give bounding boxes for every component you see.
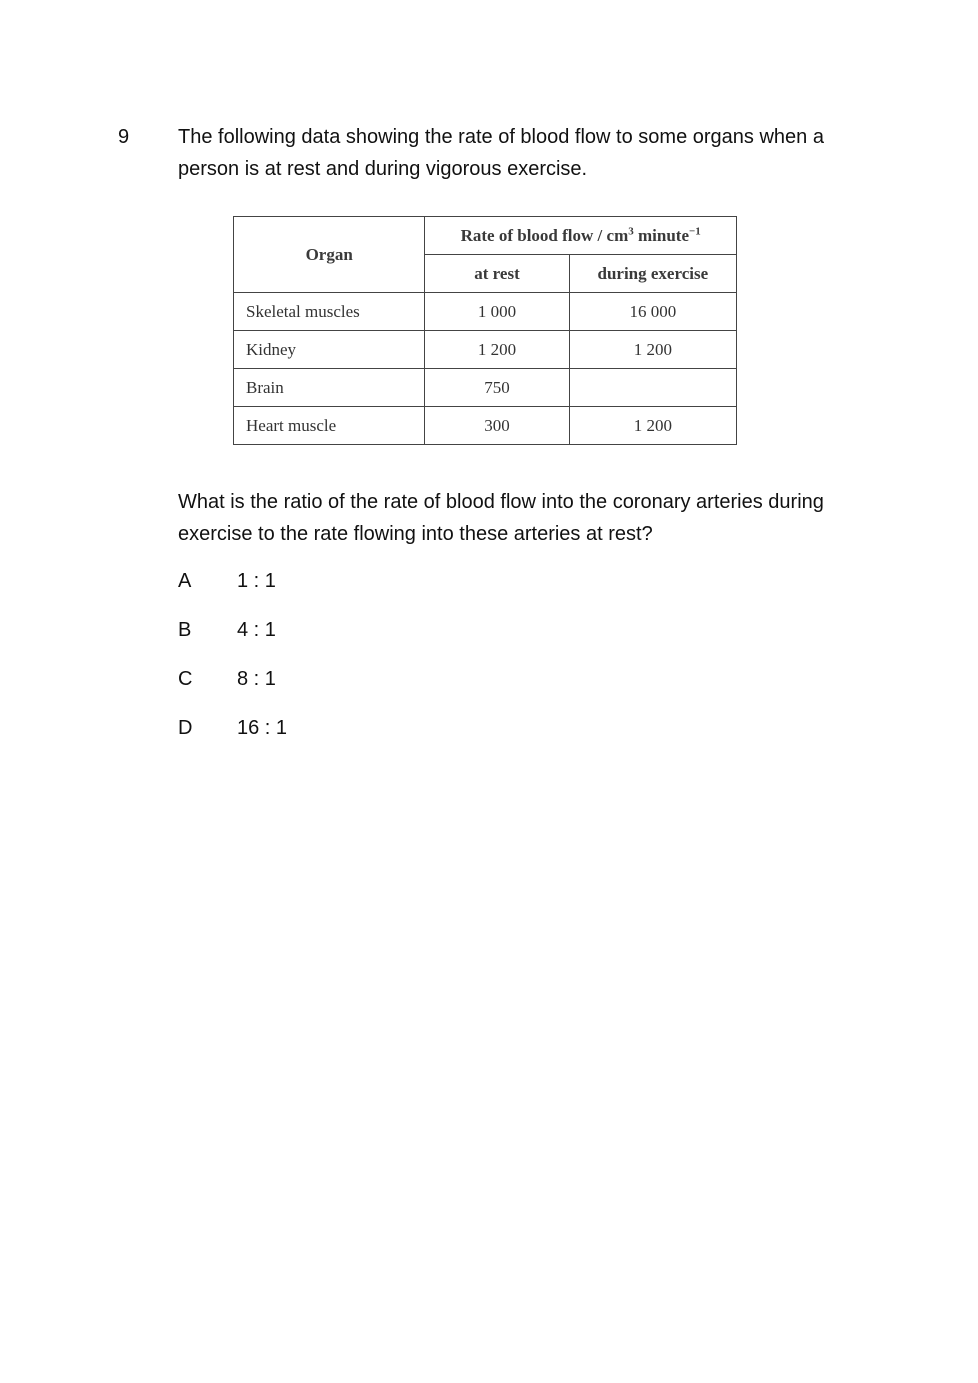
rate-header-unit: minute	[633, 225, 689, 245]
table-row	[234, 293, 737, 331]
organ-cell: Brain	[234, 369, 425, 407]
option-text: 8 : 1	[237, 668, 276, 690]
organ-cell: Skeletal muscles	[234, 293, 425, 331]
option-letter: B	[178, 619, 192, 641]
rest-cell: 1 200	[425, 331, 569, 369]
table-header-row	[234, 217, 737, 255]
option-text: 4 : 1	[237, 619, 276, 641]
organ-header: Organ	[234, 217, 425, 293]
at-rest-header: at rest	[425, 255, 569, 293]
exercise-cell: 1 200	[569, 331, 736, 369]
rate-header-unit-sup: −1	[688, 224, 701, 237]
rest-cell: 750	[425, 369, 569, 407]
organ-cell: Kidney	[234, 331, 425, 369]
exercise-cell: 1 200	[569, 407, 736, 445]
option-c[interactable]	[178, 663, 287, 712]
blood-flow-table	[233, 216, 737, 445]
option-b[interactable]	[178, 614, 287, 663]
option-text: 1 : 1	[237, 570, 276, 592]
rate-header-sup: 3	[628, 224, 634, 237]
rest-cell: 300	[425, 407, 569, 445]
rest-cell: 1 000	[425, 293, 569, 331]
option-d[interactable]	[178, 712, 287, 761]
table-row	[234, 407, 737, 445]
exercise-cell: 16 000	[569, 293, 736, 331]
option-letter: D	[178, 717, 193, 739]
table-row	[234, 331, 737, 369]
table-row	[234, 369, 737, 407]
option-text: 16 : 1	[237, 717, 288, 739]
rate-header-text: Rate of blood flow / cm	[460, 225, 629, 245]
option-letter: C	[178, 668, 193, 690]
answer-options	[178, 565, 287, 761]
option-a[interactable]	[178, 565, 287, 614]
exercise-header: during exercise	[569, 255, 736, 293]
question-number: 9	[118, 126, 130, 148]
rate-header	[425, 217, 737, 255]
question-stem: The following data showing the rate of blood flow to some organs when a person is at rest and during vigorous exercise.	[178, 126, 824, 180]
organ-cell: Heart muscle	[234, 407, 425, 445]
question-prompt: What is the ratio of the rate of blood flow into the coronary arteries during exercise to the rate flowing into these arteries at rest?	[178, 491, 824, 545]
exercise-cell	[569, 369, 736, 407]
option-letter: A	[178, 570, 192, 592]
